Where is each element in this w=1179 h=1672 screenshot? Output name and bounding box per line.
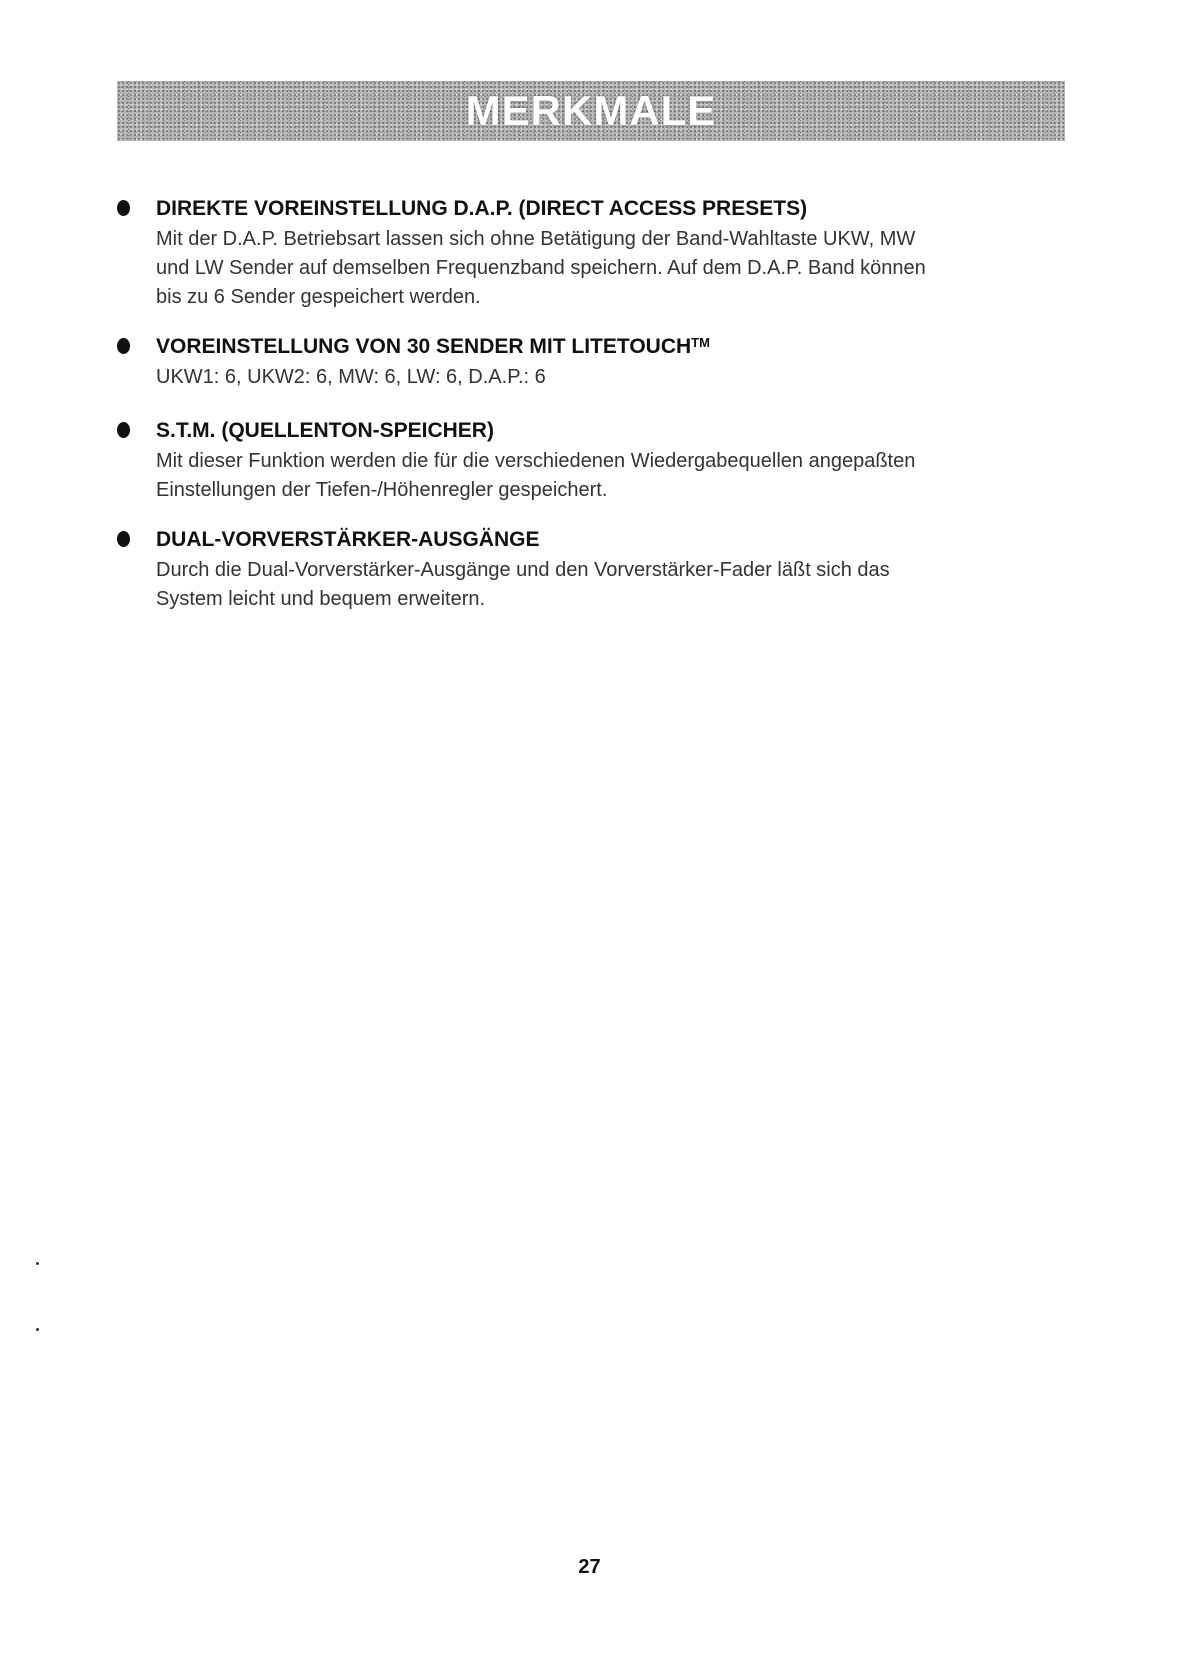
feature-description bbox=[156, 447, 1076, 505]
bullet-icon bbox=[117, 338, 130, 354]
description-line: UKW1: 6, UKW2: 6, MW: 6, LW: 6, D.A.P.: 6 bbox=[156, 366, 546, 388]
feature-title bbox=[156, 335, 710, 359]
feature-title: S.T.M. (QUELLENTON-SPEICHER) bbox=[156, 419, 494, 442]
scan-speck bbox=[36, 1328, 39, 1331]
page-number: 27 bbox=[578, 1556, 601, 1578]
description-line: System leicht und bequem erweitern. bbox=[156, 588, 486, 610]
description-line: Durch die Dual-Vorverstärker-Ausgänge und den Vorverstärker-Fader läßt sich das bbox=[156, 559, 890, 581]
feature-title: DIREKTE VOREINSTELLUNG D.A.P. (DIRECT ACCESS PRESETS) bbox=[156, 197, 808, 220]
description-line: und LW Sender auf demselben Frequenzband speichern. Auf dem D.A.P. Band können bbox=[156, 257, 926, 279]
section-header-banner bbox=[117, 81, 1065, 141]
description-line: Mit der D.A.P. Betriebsart lassen sich ohne Betätigung der Band-Wahltaste UKW, MW bbox=[156, 228, 916, 250]
description-line: bis zu 6 Sender gespeichert werden. bbox=[156, 286, 481, 308]
description-line: Mit dieser Funktion werden die für die verschiedenen Wiedergabequellen angepaßten bbox=[156, 450, 916, 472]
feature-title: DUAL-VORVERSTÄRKER-AUSGÄNGE bbox=[156, 528, 540, 551]
bullet-icon bbox=[117, 200, 130, 216]
feature-description bbox=[156, 225, 1076, 312]
bullet-icon bbox=[117, 422, 130, 438]
page-title: MERKMALE bbox=[465, 87, 717, 134]
bullet-icon bbox=[117, 531, 130, 547]
description-line: Einstellungen der Tiefen-/Höhenregler gespeichert. bbox=[156, 479, 608, 501]
feature-title-text: VOREINSTELLUNG VON 30 SENDER MIT LITETOUCH bbox=[156, 335, 692, 358]
feature-description bbox=[156, 363, 1076, 392]
feature-description bbox=[156, 556, 1076, 614]
trademark-superscript: TM bbox=[691, 335, 710, 350]
scan-speck bbox=[36, 1262, 39, 1265]
